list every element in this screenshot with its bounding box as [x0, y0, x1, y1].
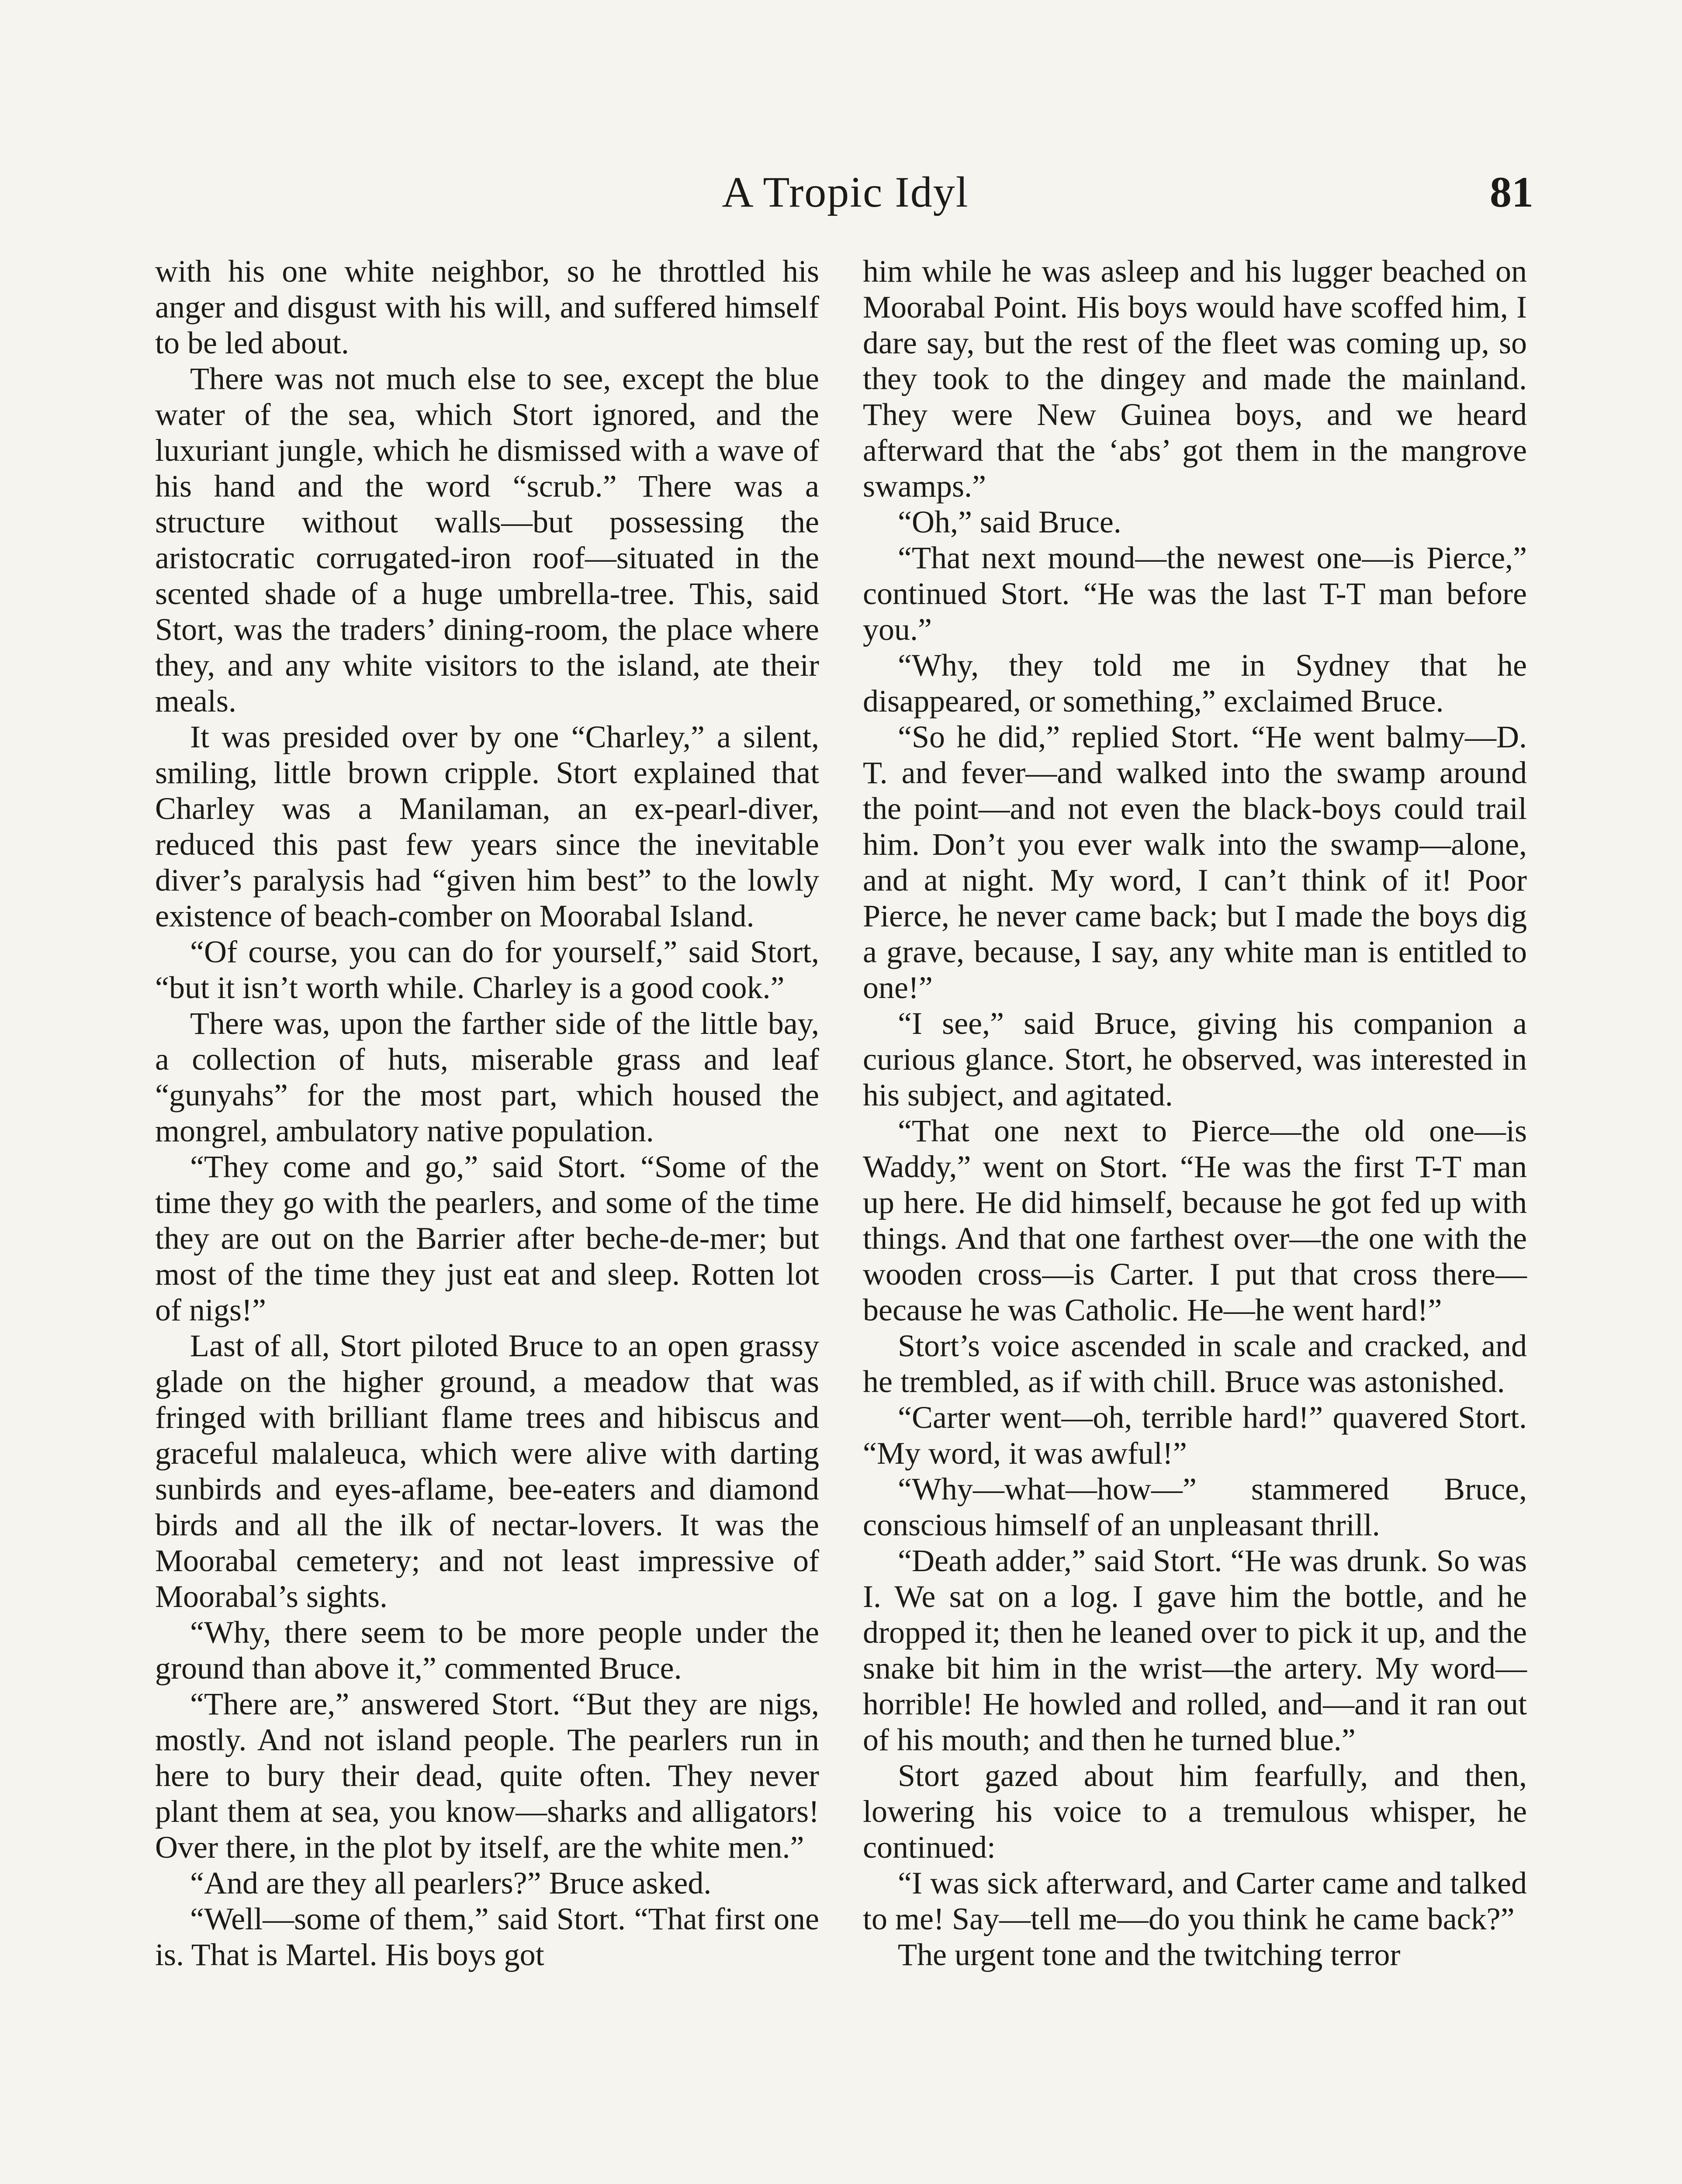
- left-text-column: [155, 253, 819, 1973]
- paragraph: Stort gazed about him fearfully, and then, lowering his voice to a tremulous whisper, he continued:: [863, 1758, 1527, 1865]
- paragraph: “And are they all pearlers?” Bruce asked.: [190, 1866, 712, 1901]
- paragraph: “There are,” answered Stort. “But they are nigs, mostly. And not island people. The pearlers run in here to bury their dead, quite often. They never plant them at sea, you know—sharks and alligators! Over there, in the plot by itself, are the white men.”: [155, 1686, 819, 1865]
- paragraph: “Death adder,” said Stort. “He was drunk. So was I. We sat on a log. I gave him the bottle, and he dropped it; then he leaned over to pick it up, and the snake bit him in the wrist—the artery. My word—horrible! He howled and rolled, and—and it ran out of his mouth; and then he turned blue.”: [863, 1543, 1527, 1757]
- paragraph: “Why, they told me in Sydney that he disappeared, or something,” exclaimed Bruce.: [863, 648, 1527, 719]
- running-title: A Tropic Idyl: [722, 168, 969, 216]
- page-number: 81: [1490, 168, 1533, 216]
- paragraph: “That next mound—the newest one—is Pierce,” continued Stort. “He was the last T-T man before you.”: [863, 540, 1527, 647]
- paragraph: “Carter went—oh, terrible hard!” quavered Stort. “My word, it was awful!”: [863, 1400, 1527, 1471]
- paragraph: It was presided over by one “Charley,” a silent, smiling, little brown cripple. Stort explained that Charley was a Manilaman, an ex-pearl-diver, reduced this past few years since the inevitable diver’s paralysis had “given him best” to the lowly existence of beach-comber on Moorabal Island.: [155, 719, 819, 933]
- paragraph: “Why—what—how—” stammered Bruce, conscious himself of an unpleasant thrill.: [863, 1472, 1527, 1542]
- paragraph: There was not much else to see, except the blue water of the sea, which Stort ignored, and the luxuriant jungle, which he dismissed with a wave of his hand and the word “scrub.” There was a structure without walls—but possessing the aristocratic corrugated-iron roof—situated in the scented shade of a huge umbrella-tree. This, said Stort, was the traders’ dining-room, the place where they, and any white visitors to the island, ate their meals.: [155, 361, 819, 719]
- paragraph: “They come and go,” said Stort. “Some of the time they go with the pearlers, and some of the time they are out on the Barrier after beche-de-mer; but most of the time they just eat and sleep. Rotten lot of nigs!”: [155, 1149, 819, 1327]
- paragraph: There was, upon the farther side of the little bay, a collection of huts, miserable grass and leaf “gunyahs” for the most part, which housed the mongrel, ambulatory native population.: [155, 1006, 819, 1148]
- paragraph: him while he was asleep and his lugger beached on Moorabal Point. His boys would have scoffed him, I dare say, but the rest of the fleet was coming up, so they took to the dingey and made the mainland. They were New Guinea boys, and we heard afterward that the ‘abs’ got them in the mangrove swamps.”: [863, 254, 1527, 504]
- paragraph: Stort’s voice ascended in scale and cracked, and he trembled, as if with chill. Bruce was astonished.: [863, 1328, 1527, 1399]
- paragraph: Last of all, Stort piloted Bruce to an open grassy glade on the higher ground, a meadow that was fringed with brilliant flame trees and hibiscus and graceful malaleuca, which were alive with darting sunbirds and eyes-aflame, bee-eaters and diamond birds and all the ilk of nectar-lovers. It was the Moorabal cemetery; and not least impressive of Moorabal’s sights.: [155, 1328, 819, 1614]
- paragraph: with his one white neighbor, so he throttled his anger and disgust with his will, and suffered himself to be led about.: [155, 254, 819, 360]
- paragraph: “Why, there seem to be more people under the ground than above it,” commented Bruce.: [155, 1615, 819, 1686]
- paragraph: “I see,” said Bruce, giving his companion a curious glance. Stort, he observed, was interested in his subject, and agitated.: [863, 1006, 1527, 1113]
- paragraph: “Of course, you can do for yourself,” said Stort, “but it isn’t worth while. Charley is a good cook.”: [155, 934, 819, 1005]
- paragraph: “Oh,” said Bruce.: [898, 505, 1121, 539]
- paragraph: The urgent tone and the twitching terror: [898, 1937, 1401, 1972]
- paragraph: “So he did,” replied Stort. “He went balmy—D. T. and fever—and walked into the swamp around the point—and not even the black-boys could trail him. Don’t you ever walk into the swamp—alone, and at night. My word, I can’t think of it! Poor Pierce, he never came back; but I made the boys dig a grave, because, I say, any white man is entitled to one!”: [863, 719, 1527, 1005]
- paragraph: “Well—some of them,” said Stort. “That first one is. That is Martel. His boys got: [155, 1901, 819, 1972]
- paragraph: “That one next to Pierce—the old one—is Waddy,” went on Stort. “He was the first T-T man up here. He did himself, because he got fed up with things. And that one farthest over—the one with the wooden cross—is Carter. I put that cross there—because he was Catholic. He—he went hard!”: [863, 1113, 1527, 1327]
- paragraph: “I was sick afterward, and Carter came and talked to me! Say—tell me—do you think he came back?”: [863, 1866, 1527, 1936]
- running-head: [157, 162, 1533, 223]
- right-text-column: [863, 253, 1527, 1973]
